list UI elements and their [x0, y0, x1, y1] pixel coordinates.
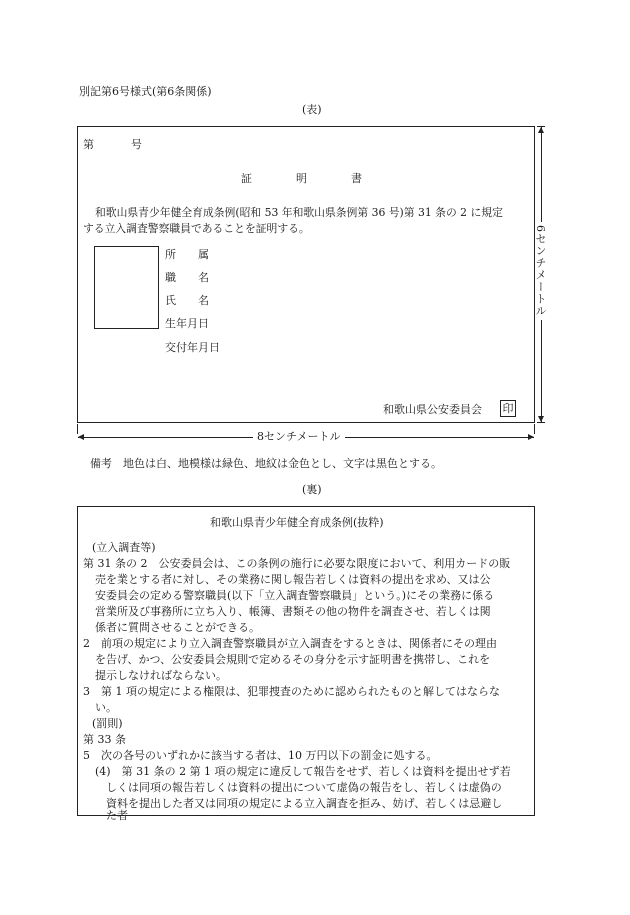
height-dim-arrow-down [538, 416, 544, 422]
back-line: (立入調査等) [92, 541, 156, 554]
certificate-body-line1: 和歌山県青少年健全育成条例(昭和 53 年和歌山県条例第 36 号)第 31 条の 2 に規定 [95, 206, 503, 219]
back-line: 売を業とする者に対し、その業務に関し報告若しくは資料の提出を求め、又は公 [95, 573, 491, 586]
height-dim-label: 6センチメートル [535, 222, 546, 320]
back-line: (罰則) [92, 717, 123, 730]
back-line: (4) 第 31 条の 2 第 1 項の規定に違反して報告をせず、若しくは資料を提出せず若 [95, 765, 511, 778]
certificate-title: 証 明 書 [241, 172, 362, 185]
remarks: 備考 地色は白、地模様は緑色、地紋は金色とし、文字は黒色とする。 [90, 457, 442, 470]
field-affiliation: 所 属 [165, 248, 209, 261]
back-line: しくは同項の報告若しくは資料の提出について虚偽の報告をし、若しくは虚偽の [106, 781, 502, 794]
back-line: 5 次の各号のいずれかに該当する者は、10 万円以下の罰金に処する。 [83, 749, 438, 762]
number-prefix: 第 [83, 138, 94, 151]
back-line: 安委員会の定める警察職員(以下「立入調査警察職員」という。)にその業務に係る [95, 589, 495, 602]
back-line: た者 [106, 809, 128, 822]
height-dim-tick-bottom [537, 422, 545, 423]
field-birthdate: 生年月日 [165, 317, 209, 330]
width-dim-arrow-left [78, 434, 84, 440]
front-label: (表) [302, 103, 322, 116]
back-line: 提示しなければならない。 [95, 669, 227, 682]
back-line: 係者に質問させることができる。 [95, 621, 260, 634]
photo-box [94, 246, 159, 329]
width-dim-arrow-right [528, 434, 534, 440]
certificate-body-line2: する立入調査警察職員であることを証明する。 [83, 222, 310, 235]
back-line: 第 31 条の 2 公安委員会は、この条例の施行に必要な限度において、利用カードの販 [83, 557, 511, 570]
back-line: い。 [95, 701, 117, 714]
field-position: 職 名 [165, 271, 209, 284]
field-name: 氏 名 [165, 294, 209, 307]
width-dim-tick-left [77, 424, 78, 434]
back-line: 第 33 条 [83, 733, 126, 746]
back-line: を告げ、かつ、公安委員会規則で定めるその身分を示す証明書を携帯し、これを [95, 653, 491, 666]
issuer: 和歌山県公安委員会 [383, 403, 482, 416]
back-line: 3 第 1 項の規定による権限は、犯罪捜査のために認められたものと解してはならな [83, 685, 500, 698]
back-label: (裏) [302, 483, 322, 496]
width-dim-label: 8センチメートル [253, 431, 345, 442]
height-dim-arrow-up [538, 127, 544, 133]
back-line: 営業所及び事務所に立ち入り、帳簿、書類その他の物件を調査させ、若しくは関 [95, 605, 491, 618]
width-dim-tick-right [534, 424, 535, 434]
back-title: 和歌山県青少年健全育成条例(抜粋) [210, 516, 384, 529]
number-suffix: 号 [131, 138, 142, 151]
seal-stamp: 印 [500, 400, 516, 417]
form-label: 別記第6号様式(第6条関係) [79, 85, 212, 98]
back-line: 2 前項の規定により立入調査警察職員が立入調査をするときは、関係者にその理由 [83, 637, 497, 650]
field-issue-date: 交付年月日 [165, 341, 220, 354]
back-line: 資料を提出した者又は同項の規定による立入調査を拒み、妨げ、若しくは忌避し [106, 797, 503, 810]
